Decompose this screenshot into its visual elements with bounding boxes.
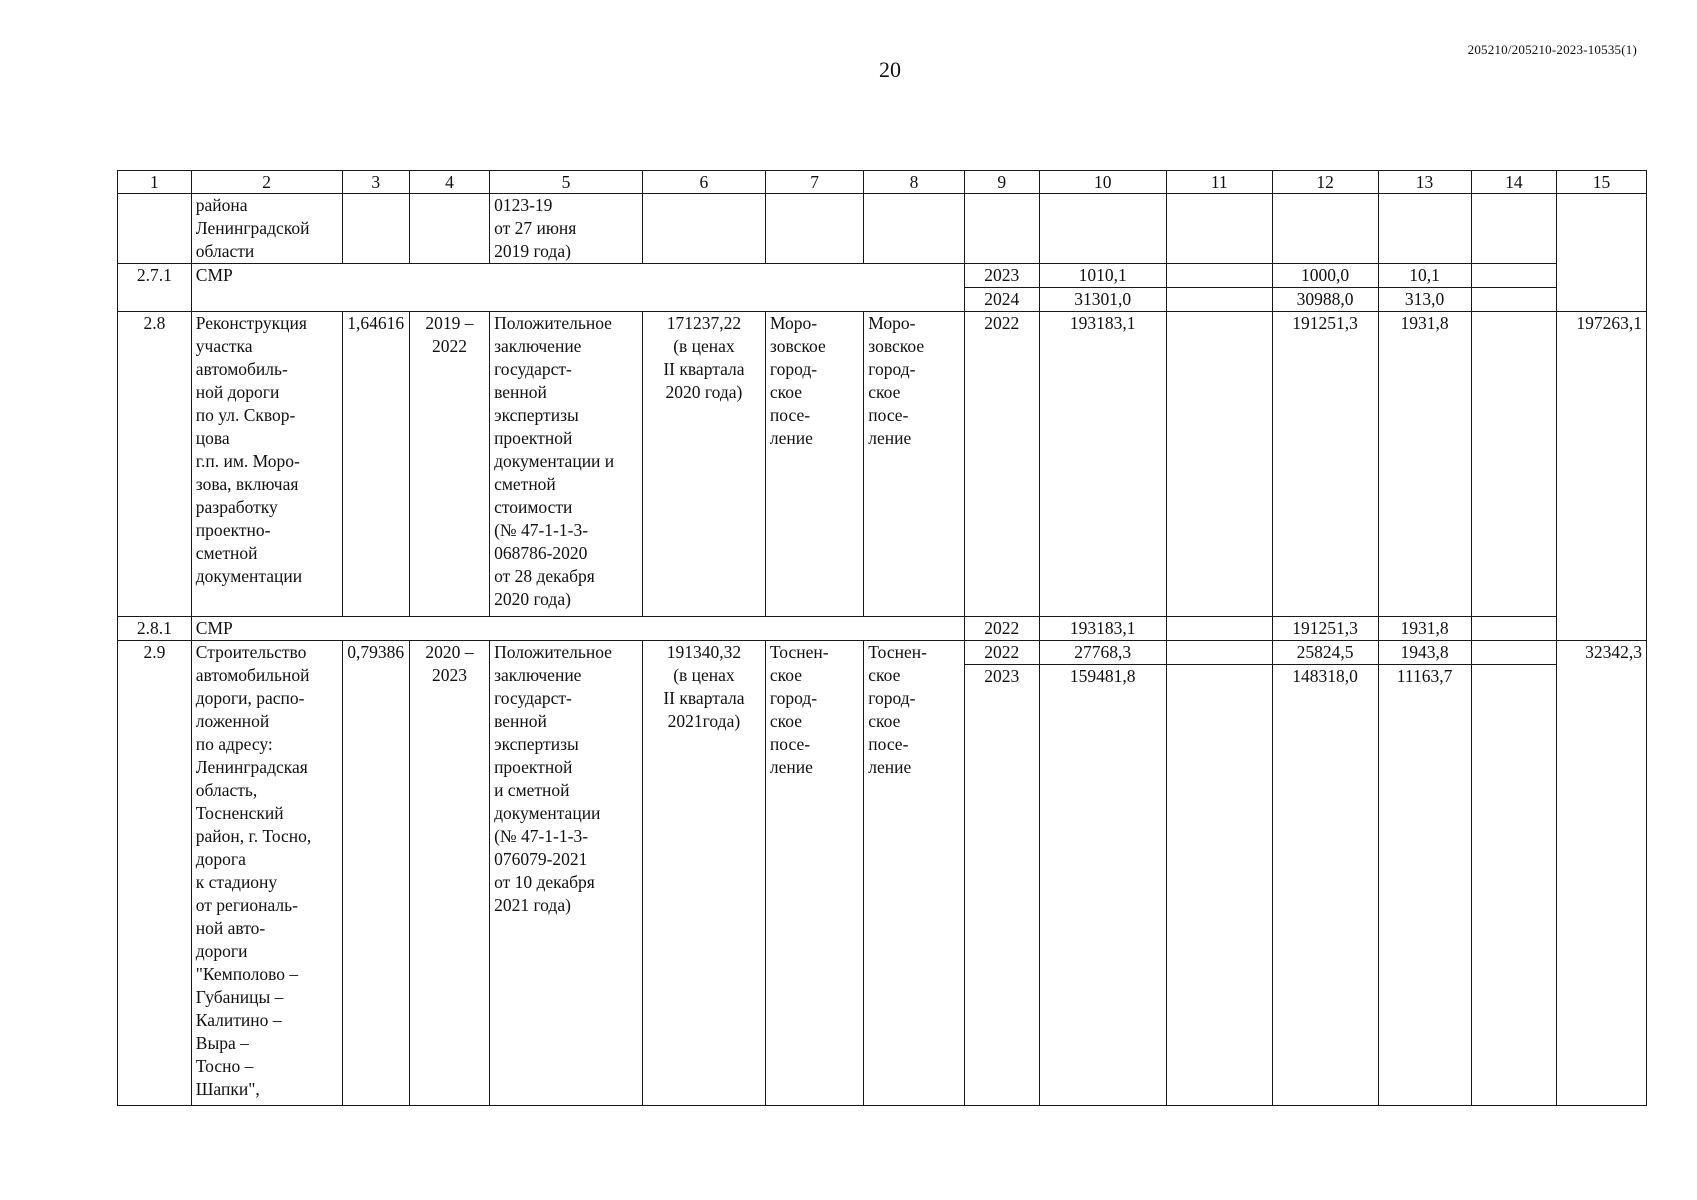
amount-col12: 148318,0 <box>1272 665 1378 1106</box>
column-number-row <box>118 171 1647 194</box>
column-number: 3 <box>342 171 409 194</box>
page-number: 20 <box>879 57 901 82</box>
amount-col13: 1943,8 <box>1378 641 1471 665</box>
column-number: 2 <box>191 171 342 194</box>
column-number: 4 <box>409 171 489 194</box>
column-number: 9 <box>964 171 1039 194</box>
row-number: 2.9 <box>118 641 192 1106</box>
row-number: 2.7.1 <box>118 264 192 312</box>
row-label: СМР <box>191 617 964 641</box>
column-number: 1 <box>118 171 192 194</box>
amount-col12: 191251,3 <box>1272 617 1378 641</box>
total-amount: 27768,3 <box>1039 641 1166 665</box>
object-name: района Ленинградской области <box>191 194 342 264</box>
amount-col15: 32342,3 <box>1557 641 1647 1106</box>
year: 2022 <box>964 312 1039 617</box>
column-number: 11 <box>1166 171 1272 194</box>
expertise-text: Положительное заключение государст- венной экспертизы проектной и сметной документации (№ 47-1-1-3- 076079-2021 от 10 декабря 2021 года) <box>490 641 643 1106</box>
total-amount: 1010,1 <box>1039 264 1166 288</box>
column-number: 7 <box>765 171 863 194</box>
amount-col13: 1931,8 <box>1378 617 1471 641</box>
column-number: 6 <box>642 171 765 194</box>
estimated-cost: 171237,22 (в ценах II квартала 2020 года) <box>642 312 765 617</box>
amount-col12: 30988,0 <box>1272 288 1378 312</box>
recipient: Тоснен- ское город- ское посе- ление <box>864 641 965 1106</box>
row-label: СМР <box>191 264 964 312</box>
column-number: 14 <box>1471 171 1557 194</box>
column-number: 5 <box>490 171 643 194</box>
customer: Моро- зовское город- ское посе- ление <box>765 312 863 617</box>
column-number: 12 <box>1272 171 1378 194</box>
customer: Тоснен- ское город- ское посе- ление <box>765 641 863 1106</box>
expertise-text: 0123-19 от 27 июня 2019 года) <box>490 194 643 264</box>
column-number: 10 <box>1039 171 1166 194</box>
recipient: Моро- зовское город- ское посе- ление <box>864 312 965 617</box>
amount-col13: 10,1 <box>1378 264 1471 288</box>
period: 2019 – 2022 <box>409 312 489 617</box>
column-number: 13 <box>1378 171 1471 194</box>
amount-col12: 1000,0 <box>1272 264 1378 288</box>
amount-col15: 197263,1 <box>1557 312 1647 641</box>
year: 2024 <box>964 288 1039 312</box>
year: 2022 <box>964 641 1039 665</box>
total-amount: 159481,8 <box>1039 665 1166 1106</box>
table-row <box>118 264 1647 288</box>
amount-col13: 313,0 <box>1378 288 1471 312</box>
amount-col13: 1931,8 <box>1378 312 1471 617</box>
object-name: Реконструкция участка автомобиль- ной дороги по ул. Сквор- цова г.п. им. Моро- зова, включая разработку проектно- сметной документации <box>191 312 342 617</box>
year: 2022 <box>964 617 1039 641</box>
year: 2023 <box>964 264 1039 288</box>
document-id: 205210/205210-2023-10535(1) <box>1467 42 1637 57</box>
table-row <box>118 617 1647 641</box>
year: 2023 <box>964 665 1039 1106</box>
amount-col13: 11163,7 <box>1378 665 1471 1106</box>
length-km: 1,64616 <box>342 312 409 617</box>
table-row <box>118 641 1647 665</box>
expertise-text: Положительное заключение государст- венной экспертизы проектной документации и сметной стоимости (№ 47-1-1-3- 068786-2020 от 28 декабря 2020 года) <box>490 312 643 617</box>
column-number: 8 <box>864 171 965 194</box>
row-number: 2.8.1 <box>118 617 192 641</box>
total-amount: 31301,0 <box>1039 288 1166 312</box>
budget-table <box>117 170 1647 1106</box>
row-number: 2.8 <box>118 312 192 617</box>
table-row <box>118 312 1647 617</box>
amount-col12: 25824,5 <box>1272 641 1378 665</box>
table-row <box>118 194 1647 264</box>
estimated-cost: 191340,32 (в ценах II квартала 2021года) <box>642 641 765 1106</box>
object-name: Строительство автомобильной дороги, распо- ложенной по адресу: Ленинградская область, Тосненский район, г. Тосно, дорога к стадиону от региональ- ной авто- дороги "Кемполово – Губаницы – Калитино – Выра – Тосно – Шапки", <box>191 641 342 1106</box>
total-amount: 193183,1 <box>1039 312 1166 617</box>
period: 2020 – 2023 <box>409 641 489 1106</box>
length-km: 0,79386 <box>342 641 409 1106</box>
total-amount: 193183,1 <box>1039 617 1166 641</box>
column-number: 15 <box>1557 171 1647 194</box>
amount-col12: 191251,3 <box>1272 312 1378 617</box>
